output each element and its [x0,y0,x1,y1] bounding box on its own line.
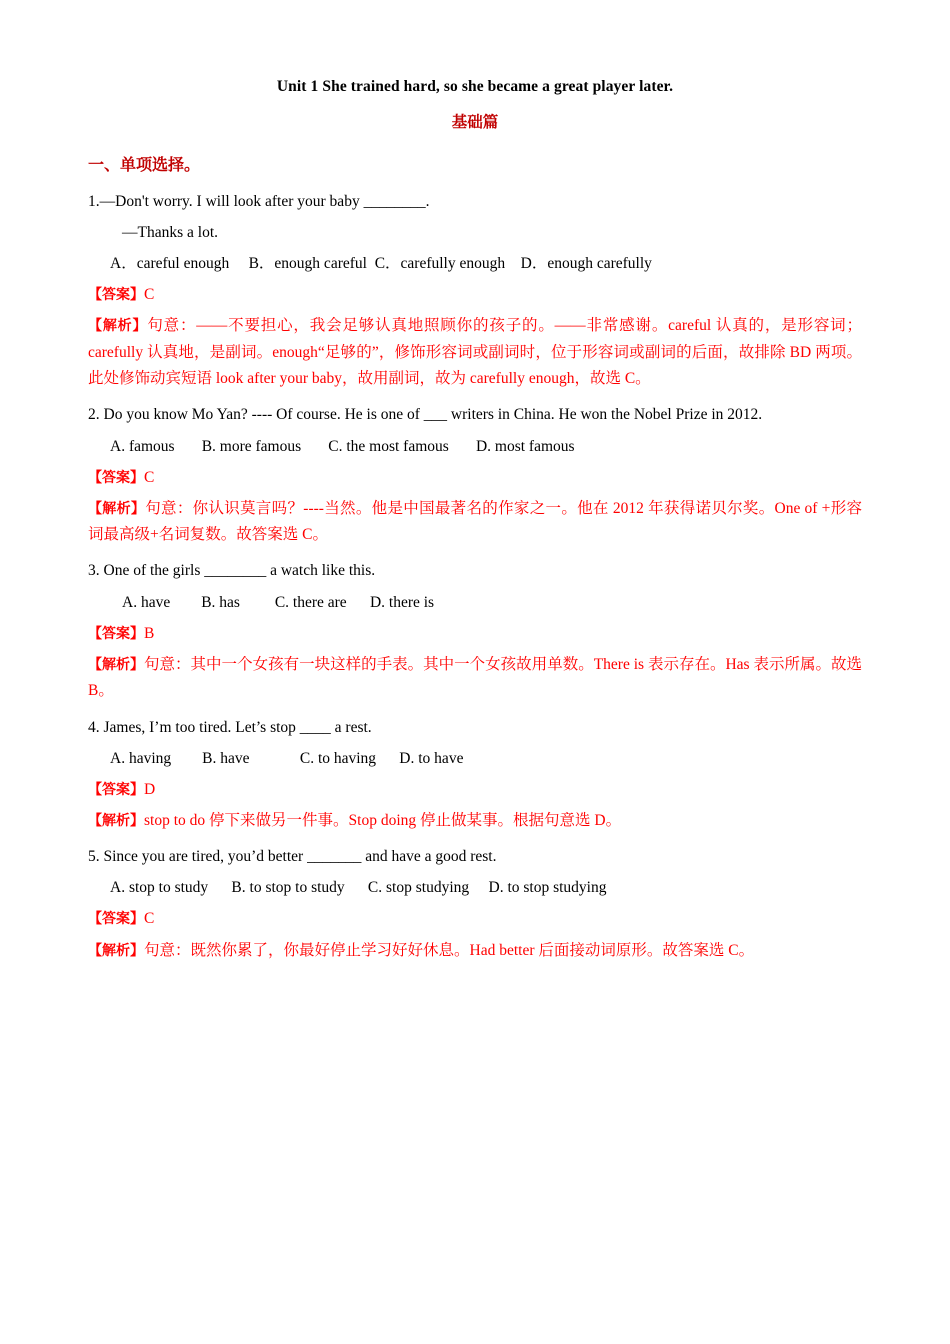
answer-tag: 【答案】 [88,469,144,486]
question-options [88,251,862,276]
question-options [88,746,862,771]
answer-tag: 【答案】 [88,781,144,798]
analysis-tag: 【解析】 [88,942,144,959]
options-text: A. stop to study B. to stop to study C. stop studying D. to stop studying [110,879,607,897]
answer-line [88,621,862,646]
answer-value: C [144,286,155,304]
analysis-line [88,652,862,705]
question-options [88,590,862,615]
question-block [88,402,862,548]
answer-value: C [144,910,155,928]
answer-tag: 【答案】 [88,287,144,304]
question-stem: 5. Since you are tired, you’d better _______ and have a good rest. [88,848,497,866]
question-block [88,715,862,835]
question-stem-continued: —Thanks a lot. [122,224,218,242]
analysis-line [88,313,862,392]
analysis-text: 句意：你认识莫言吗？----当然。他是中国最著名的作家之一。他在 2012 年获得诺贝尔奖。One of +形容词最高级+名词复数。故答案选 C。 [88,499,862,544]
question-options [88,434,862,459]
options-text: A. famous B. more famous C. the most famous D. most famous [110,437,575,455]
options-text: A. have B. has C. there are D. there is [122,593,435,611]
analysis-line [88,938,862,964]
section-heading: 一、单项选择。 [88,155,201,174]
analysis-text: stop to do 停下来做另一件事。Stop doing 停止做某事。根据句意选 D。 [144,811,622,829]
question-block [88,558,862,704]
answer-tag: 【答案】 [88,625,144,642]
answer-value: D [144,780,156,798]
question-stem: 3. One of the girls ________ a watch like this. [88,562,376,580]
answer-line [88,906,862,931]
analysis-tag: 【解析】 [88,656,145,673]
analysis-tag: 【解析】 [88,318,148,335]
analysis-line [88,808,862,834]
question-block [88,189,862,392]
answer-line [88,465,862,490]
options-text: A．careful enough B．enough careful C．carefully enough D．enough carefully [110,255,652,273]
question-block [88,844,862,964]
answer-tag: 【答案】 [88,911,144,928]
answer-value: B [144,624,155,642]
answer-line [88,282,862,307]
options-text: A. having B. have C. to having D. to have [110,749,464,767]
question-stem: 2. Do you know Mo Yan? ---- Of course. He is one of ___ writers in China. He won the Nobel Prize in 2012. [88,406,763,424]
analysis-line [88,496,862,549]
answer-value: C [144,468,155,486]
page-subtitle: 基础篇 [451,113,499,131]
page-title: Unit 1 She trained hard, so she became a great player later. [276,78,674,95]
analysis-text: 句意：既然你累了，你最好停止学习好好休息。Had better 后面接动词原形。故答案选 C。 [144,941,755,959]
question-stem: 4. James, I’m too tired. Let’s stop ____ a rest. [88,718,372,736]
question-options [88,875,862,900]
analysis-text: 句意：——不要担心，我会足够认真地照顾你的孩子的。——非常感谢。careful 认真的，是形容词；carefully 认真地，是副词。enough“足够的”，修饰形容词或副词时，位于形容词或副词的后面，故排除 BD 两项。此处修饰动宾短语 look after your baby，故用副词，故为 carefully enough，故选 C。 [88,317,862,388]
analysis-text: 句意：其中一个女孩有一块这样的手表。其中一个女孩故用单数。There is 表示存在。Has 表示所属。故选 B。 [88,655,862,700]
analysis-tag: 【解析】 [88,812,144,829]
answer-line [88,777,862,802]
question-stem: 1.—Don't worry. I will look after your baby ________. [88,193,430,210]
analysis-tag: 【解析】 [88,500,146,517]
